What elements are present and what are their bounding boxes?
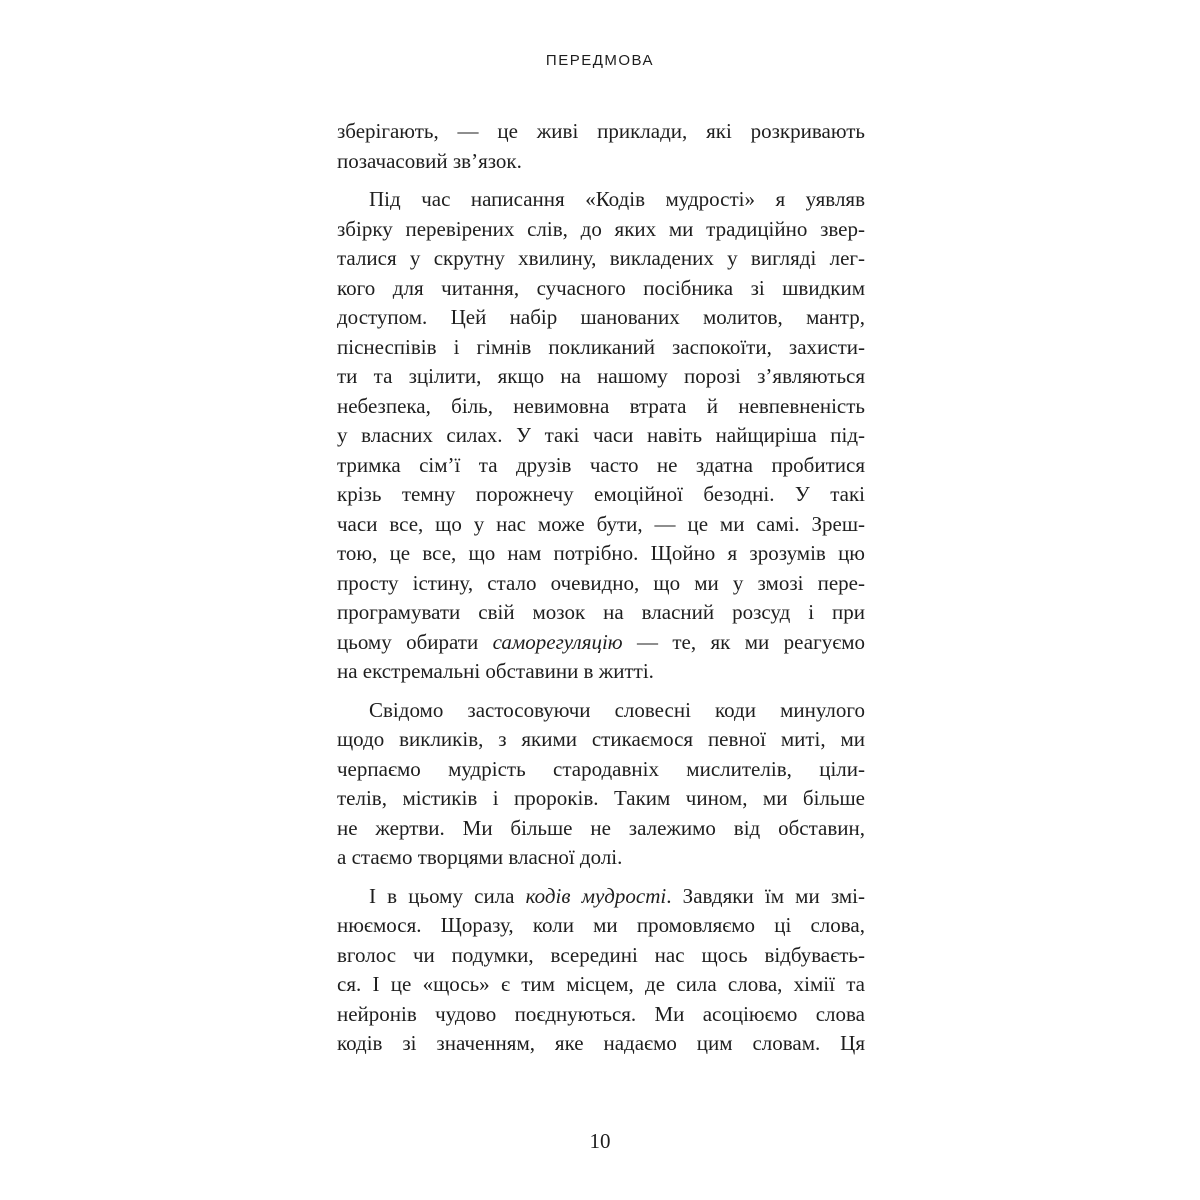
text-line: позачасовий зв’язок.: [337, 148, 522, 173]
text-line: телів, містиків і пророків. Таким чином, ми більше: [337, 786, 865, 810]
text-line: доступом. Цей набір шанованих молитов, мантр,: [337, 305, 865, 329]
text-line: піснеспівів і гімнів покликаний заспокоїти, захисти-: [337, 334, 865, 359]
text-line: тримка сім’ї та друзів часто не здатна пробитися: [337, 452, 865, 477]
text-line: Свідомо застосовуючи словесні коди минулого: [369, 697, 865, 722]
page-number: 10: [589, 1129, 611, 1153]
running-header: ПЕРЕДМОВА: [545, 52, 655, 69]
text-line: кого для читання, сучасного посібника зі швидким: [337, 275, 865, 300]
text-line: ся. І це «щось» є тим місцем, де сила слова, хімії та: [337, 972, 865, 996]
italic-emphasis: кодів мудрості: [525, 883, 667, 908]
text-line: щодо викликів, з якими стикаємося певної миті, ми: [337, 727, 865, 751]
text-line: черпаємо мудрість стародавніх мислителів, ціли-: [337, 756, 865, 781]
text-line: нюємося. Щоразу, коли ми промовляємо ці слова,: [337, 913, 865, 937]
text-line: кодів зі значенням, яке надаємо цим словам. Ця: [337, 1031, 865, 1055]
text-line: ти та зцілити, якщо на нашому порозі з’являються: [337, 364, 865, 388]
text-line: у власних силах. У такі часи навіть найщиріша під-: [337, 423, 865, 447]
text-line: Під час написання «Кодів мудрості» я уявляв: [369, 187, 865, 211]
text-line: цьому обирати саморегуляцію — те, як ми реагуємо: [337, 629, 865, 654]
text-line: часи все, що у нас може бути, — це ми самі. Зреш-: [337, 511, 865, 536]
text-line: зберігають, — це живі приклади, які розкривають: [337, 119, 865, 143]
body-text: [337, 117, 865, 1059]
text-line: вголос чи подумки, всередині нас щось відбуваєть-: [337, 942, 865, 967]
text-line: просту істину, стало очевидно, що ми у змозі пере-: [337, 570, 865, 595]
text-line: крізь темну порожнечу емоційної безодні. У такі: [337, 482, 865, 506]
text-line: програмувати свій мозок на власний розсуд і при: [337, 600, 865, 624]
text-line: не жертви. Ми більше не залежимо від обставин,: [337, 815, 865, 840]
text-line: а стаємо творцями власної долі.: [337, 845, 623, 869]
text-line: нейронів чудово поєднуються. Ми асоціюємо слова: [337, 1001, 865, 1026]
text-line: талися у скрутну хвилину, викладених у вигляді лег-: [337, 246, 865, 270]
text-line: на екстремальні обставини в житті.: [337, 659, 654, 683]
italic-emphasis: саморегуляцію: [492, 629, 623, 654]
text-line: небезпека, біль, невимовна втрата й невпевненість: [337, 393, 865, 418]
text-line: тою, це все, що нам потрібно. Щойно я зрозумів цю: [337, 541, 865, 565]
text-line: І в цьому сила кодів мудрості. Завдяки їм ми змі-: [369, 883, 865, 908]
text-line: збірку перевірених слів, до яких ми традиційно звер-: [337, 216, 865, 241]
